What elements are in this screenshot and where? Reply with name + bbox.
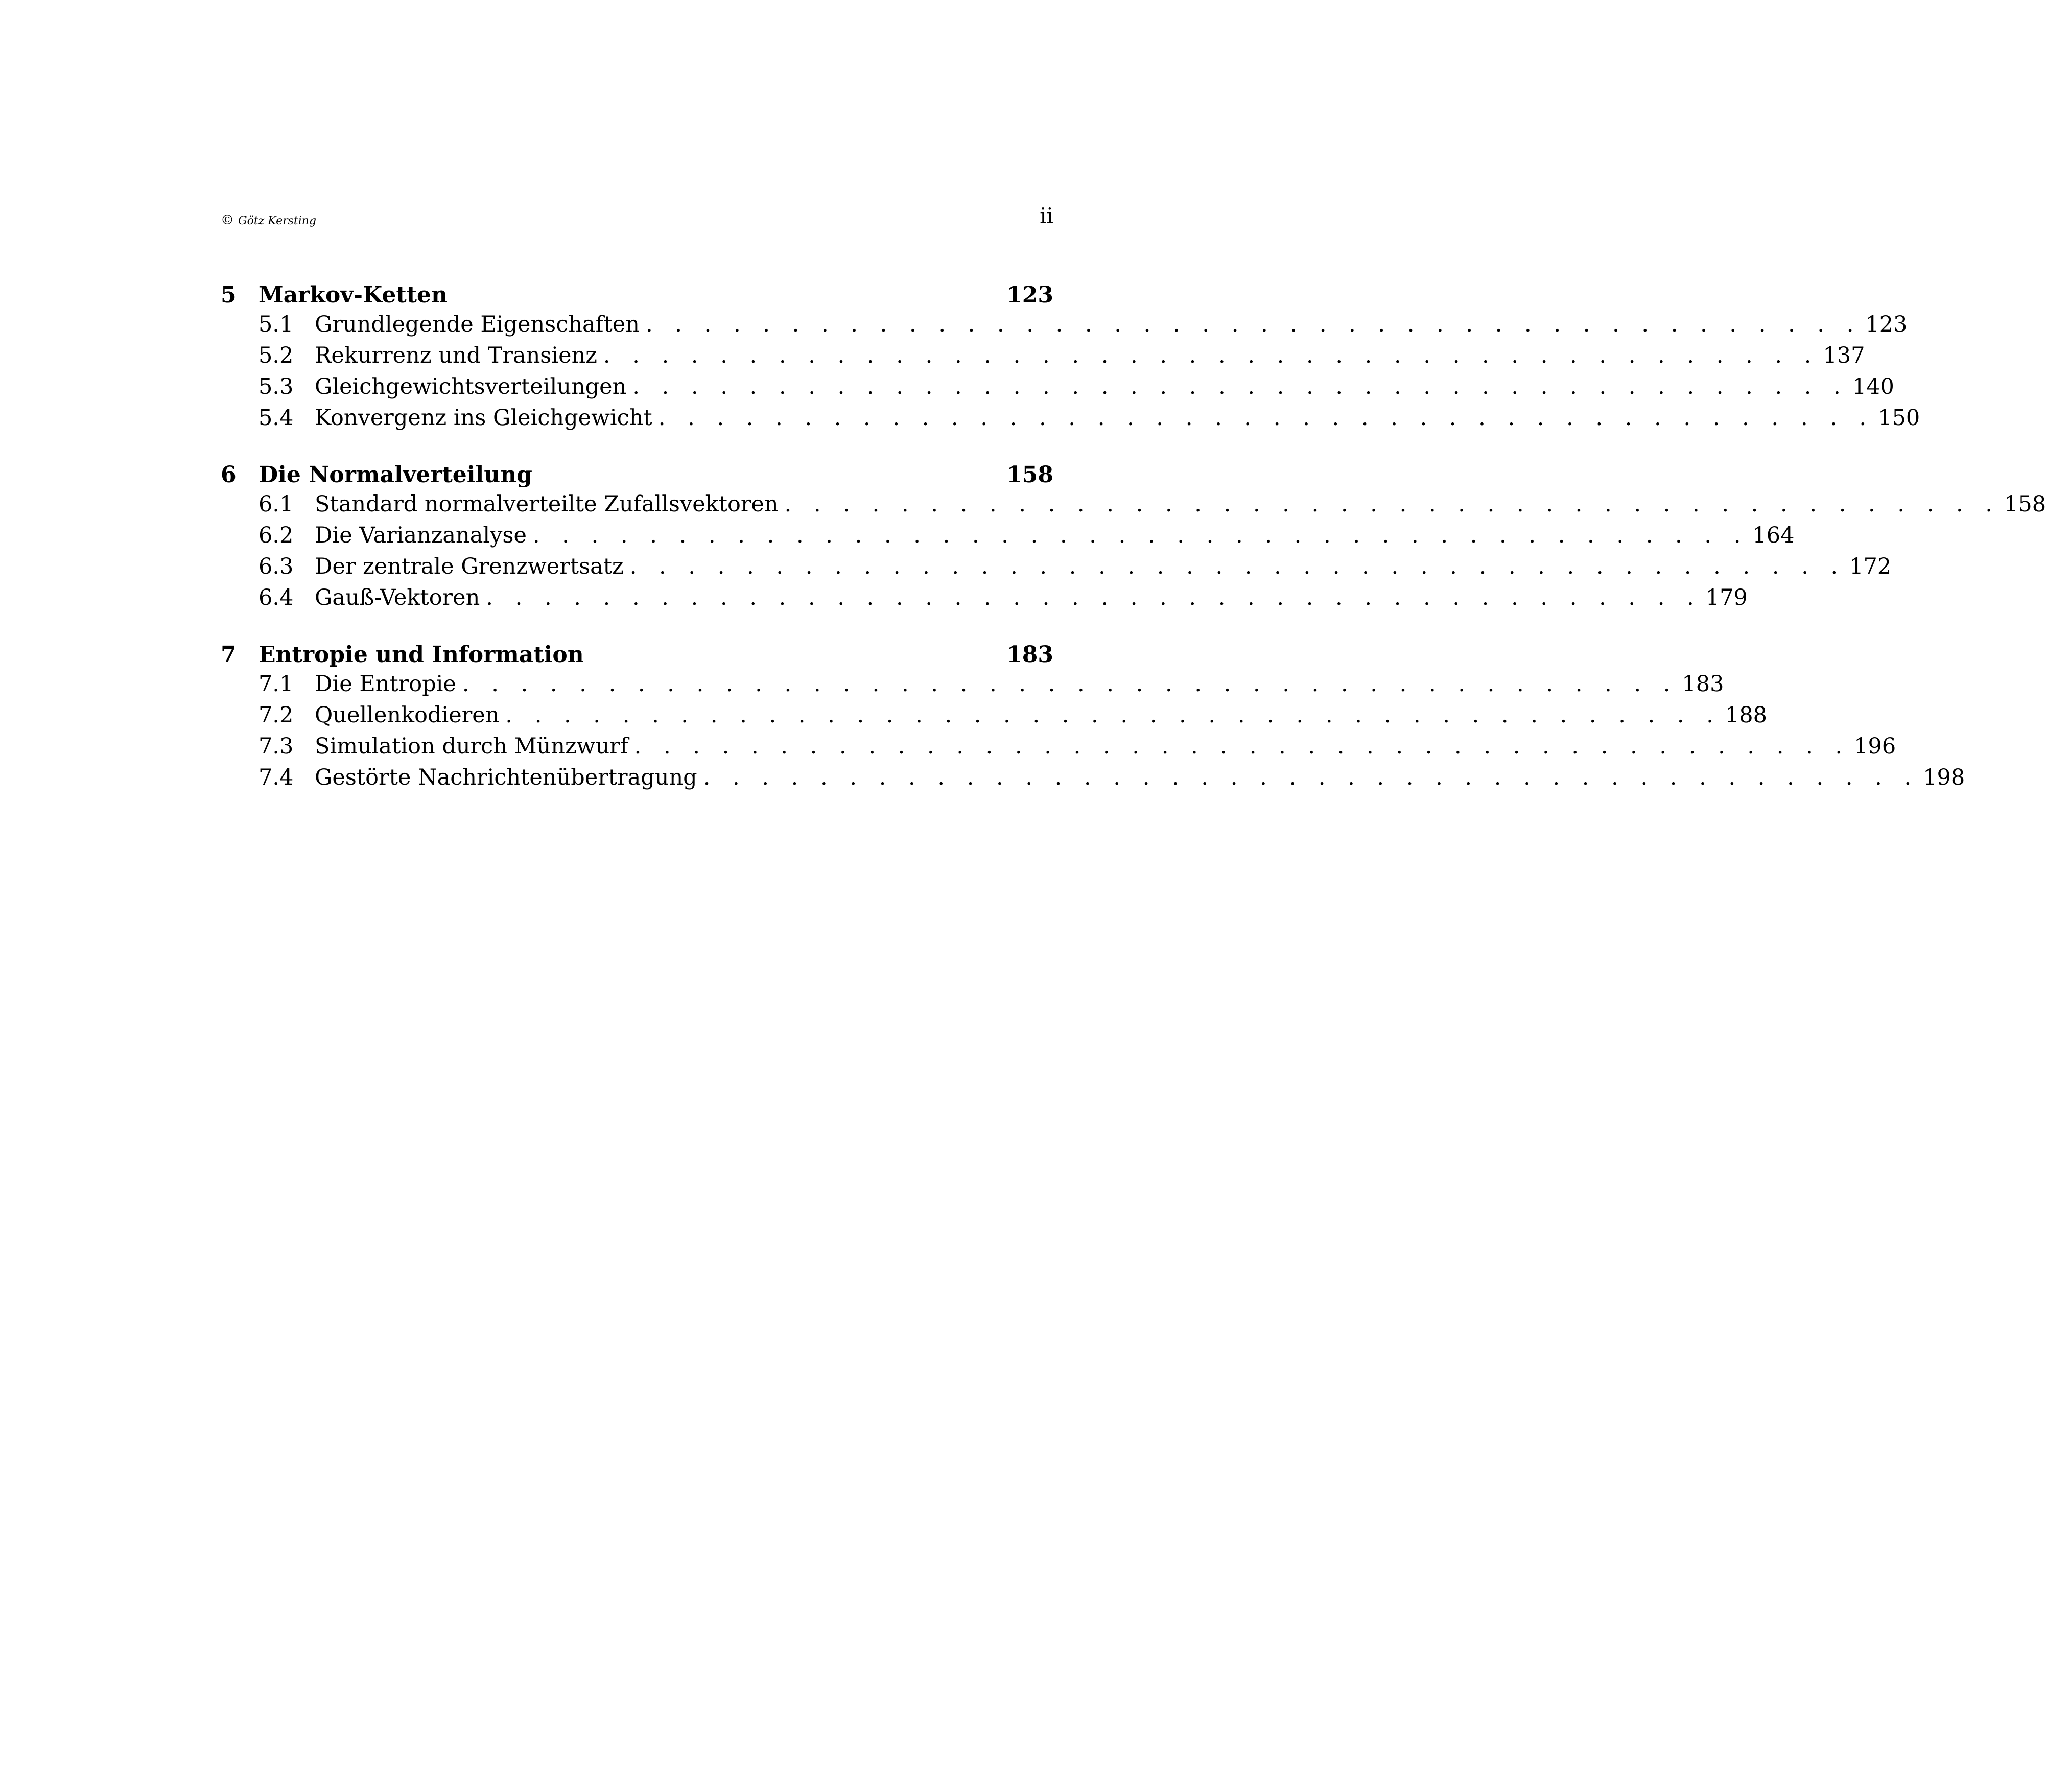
section-page-number: 164 — [1752, 523, 1795, 548]
chapter-heading[interactable] — [221, 276, 1053, 309]
section-page-number: 179 — [1705, 585, 1748, 610]
dot-leader: . . . . . . . . . . . . . . . . . . . . . . . . . . . . . . . . . . . . . . . . . . — [658, 405, 1874, 431]
section-number: 7.1 — [258, 671, 294, 697]
chapter-page-number: 158 — [1006, 462, 1053, 488]
toc-section-row[interactable] — [221, 340, 1865, 371]
dot-leader: . . . . . . . . . . . . . . . . . . . . . . . . . . . . . . . . . . . . . . . . . . — [532, 523, 1749, 548]
chapter-page-number: 183 — [1006, 642, 1053, 668]
section-title: Die Entropie — [315, 671, 456, 697]
section-number: 5.1 — [258, 312, 294, 337]
section-number: 5.2 — [258, 343, 294, 368]
section-page-number: 140 — [1852, 374, 1894, 399]
toc-section-row[interactable] — [221, 520, 1795, 551]
author-name: Götz Kersting — [238, 215, 317, 227]
section-title: Gestörte Nachrichtenübertragung — [315, 765, 697, 790]
section-title: Quellenkodieren — [315, 702, 500, 728]
section-title: Standard normalverteilte Zufallsvektoren — [315, 491, 779, 517]
table-of-contents — [221, 276, 2046, 815]
section-number: 5.4 — [258, 405, 294, 431]
dot-leader: . . . . . . . . . . . . . . . . . . . . . . . . . . . . . . . . . . . . . . . . . . — [784, 491, 2001, 517]
section-number: 7.4 — [258, 765, 294, 790]
dot-leader: . . . . . . . . . . . . . . . . . . . . . . . . . . . . . . . . . . . . . . . . . . — [462, 671, 1678, 697]
dot-leader: . . . . . . . . . . . . . . . . . . . . . . . . . . . . . . . . . . . . . . . . . . — [629, 554, 1846, 579]
chapter-title: Die Normalverteilung — [258, 462, 532, 488]
chapter-heading[interactable] — [221, 635, 1053, 668]
section-number: 5.3 — [258, 374, 294, 399]
toc-section-row[interactable] — [221, 551, 1892, 582]
dot-leader: . . . . . . . . . . . . . . . . . . . . . . . . . . . . . . . . . . . . . . . . . . — [486, 585, 1702, 610]
toc-section-row[interactable] — [221, 730, 1896, 762]
toc-section-row[interactable] — [221, 668, 1724, 699]
dot-leader: . . . . . . . . . . . . . . . . . . . . . . . . . . . . . . . . . . . . . . . . . . — [645, 312, 1862, 337]
section-number: 6.1 — [258, 491, 294, 517]
section-title: Gleichgewichtsverteilungen — [315, 374, 627, 399]
dot-leader: . . . . . . . . . . . . . . . . . . . . . . . . . . . . . . . . . . . . . . . . . . — [505, 702, 1721, 728]
dot-leader: . . . . . . . . . . . . . . . . . . . . . . . . . . . . . . . . . . . . . . . . . . — [632, 374, 1848, 399]
dot-leader: . . . . . . . . . . . . . . . . . . . . . . . . . . . . . . . . . . . . . . . . . . — [703, 765, 1919, 790]
section-page-number: 183 — [1682, 671, 1724, 697]
chapter-number: 6 — [221, 462, 237, 488]
toc-chapter — [221, 635, 1965, 793]
toc-section-row[interactable] — [221, 762, 1965, 793]
page-header — [221, 203, 1053, 234]
section-number: 7.2 — [258, 702, 294, 728]
section-title: Simulation durch Münzwurf — [315, 734, 628, 759]
section-number: 6.4 — [258, 585, 294, 610]
section-page-number: 150 — [1878, 405, 1920, 431]
section-title: Konvergenz ins Gleichgewicht — [315, 405, 652, 431]
section-title: Der zentrale Grenzwertsatz — [315, 554, 624, 579]
section-title: Grundlegende Eigenschaften — [315, 312, 640, 337]
chapter-number: 5 — [221, 282, 237, 308]
toc-section-row[interactable] — [221, 402, 1920, 433]
chapter-title: Markov-Ketten — [258, 282, 448, 308]
chapter-heading[interactable] — [221, 456, 1053, 488]
section-page-number: 137 — [1823, 343, 1865, 368]
dot-leader: . . . . . . . . . . . . . . . . . . . . . . . . . . . . . . . . . . . . . . . . . . — [603, 343, 1819, 368]
page-number: ii — [1040, 203, 1053, 228]
section-page-number: 198 — [1923, 765, 1965, 790]
chapter-title: Entropie und Information — [258, 642, 584, 668]
chapter-page-number: 123 — [1006, 282, 1053, 308]
toc-section-row[interactable] — [221, 371, 1894, 402]
toc-section-row[interactable] — [221, 699, 1767, 730]
section-page-number: 172 — [1849, 554, 1892, 579]
section-title: Rekurrenz und Transienz — [315, 343, 597, 368]
toc-section-row[interactable] — [221, 488, 2046, 520]
section-page-number: 123 — [1865, 312, 1908, 337]
section-number: 7.3 — [258, 734, 294, 759]
section-page-number: 158 — [2004, 491, 2046, 517]
section-page-number: 188 — [1725, 702, 1767, 728]
section-number: 6.2 — [258, 523, 294, 548]
copyright-notice — [221, 213, 316, 228]
toc-chapter — [221, 276, 1920, 433]
section-title: Gauß-Vektoren — [315, 585, 480, 610]
section-number: 6.3 — [258, 554, 294, 579]
toc-chapter — [221, 456, 2046, 613]
section-page-number: 196 — [1854, 734, 1896, 759]
dot-leader: . . . . . . . . . . . . . . . . . . . . . . . . . . . . . . . . . . . . . . . . . . — [634, 734, 1850, 759]
section-title: Die Varianzanalyse — [315, 523, 527, 548]
toc-section-row[interactable] — [221, 309, 1908, 340]
copyright-icon: © — [221, 213, 234, 228]
toc-section-row[interactable] — [221, 582, 1748, 613]
chapter-number: 7 — [221, 642, 237, 668]
